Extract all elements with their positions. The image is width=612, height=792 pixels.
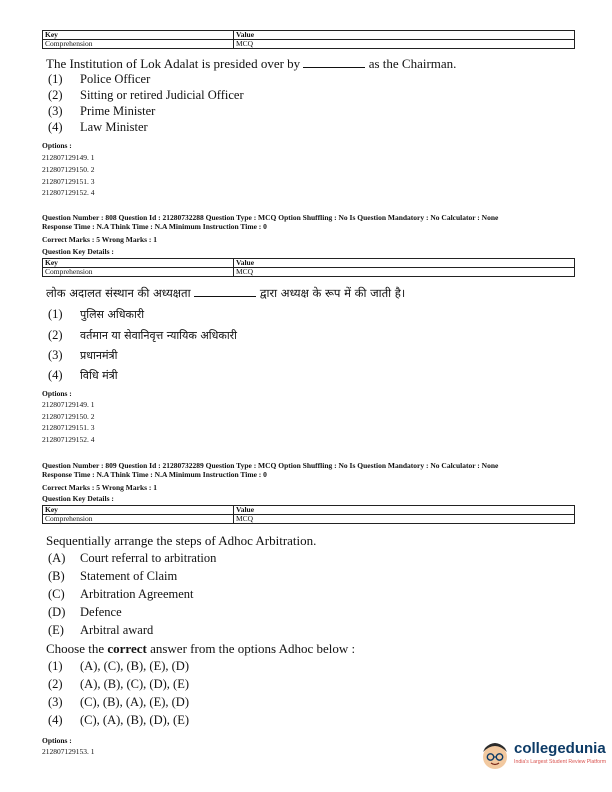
question-meta-timing: Response Time : N.A Think Time : N.A Minimum Instruction Time : 0: [42, 222, 267, 231]
option-807-1: (1) Police Officer: [48, 72, 151, 86]
value-cell: MCQ: [234, 515, 575, 524]
key-details-label: Question Key Details :: [42, 247, 114, 256]
logo-name: collegedunia: [514, 740, 606, 757]
step-a: (A) Court referral to arbitration: [48, 551, 217, 565]
question-meta: Question Number : 809 Question Id : 21280732289 Question Type : MCQ Option Shuffling : No Is Question Mandatory : No Calculator : None: [42, 461, 499, 470]
question-807-text: The Institution of Lok Adalat is presided over by as the Chairman.: [46, 56, 457, 71]
option-808-1: (1) पुलिस अधिकारी: [48, 307, 145, 321]
value-header: Value: [234, 259, 575, 268]
option-id: 212807129150. 2: [42, 165, 95, 174]
key-cell: Comprehension: [43, 40, 234, 49]
options-label: Options :: [42, 141, 72, 150]
logo-tagline: India's Largest Student Review Platform: [514, 759, 607, 765]
choose-instruction: Choose the correct answer from the options Adhoc below :: [46, 641, 356, 656]
value-cell: MCQ: [234, 268, 575, 277]
options-label: Options :: [42, 736, 72, 745]
key-header: Key: [43, 31, 234, 40]
value-cell: MCQ: [234, 40, 575, 49]
option-id: 212807129152. 4: [42, 188, 95, 197]
mascot-icon: [478, 738, 512, 772]
key-value-table-807: [42, 30, 575, 49]
question-809-text: Sequentially arrange the steps of Adhoc Arbitration.: [46, 533, 317, 548]
option-id: 212807129150. 2: [42, 412, 95, 421]
key-header: Key: [43, 259, 234, 268]
option-809-3: (3) (C), (B), (A), (E), (D): [48, 695, 189, 709]
option-807-3: (3) Prime Minister: [48, 104, 156, 118]
step-d: (D) Defence: [48, 605, 122, 619]
option-808-3: (3) प्रधानमंत्री: [48, 348, 118, 362]
option-809-2: (2) (A), (B), (C), (D), (E): [48, 677, 189, 691]
option-807-2: (2) Sitting or retired Judicial Officer: [48, 88, 244, 102]
answer-blank: [194, 286, 256, 297]
step-e: (E) Arbitral award: [48, 623, 154, 637]
key-details-label: Question Key Details :: [42, 494, 114, 503]
option-808-2: (2) वर्तमान या सेवानिवृत्त न्यायिक अधिकारी: [48, 328, 238, 342]
option-809-1: (1) (A), (C), (B), (E), (D): [48, 659, 189, 673]
question-meta-timing: Response Time : N.A Think Time : N.A Minimum Instruction Time : 0: [42, 470, 267, 479]
option-id: 212807129149. 1: [42, 153, 95, 162]
option-id: 212807129152. 4: [42, 435, 95, 444]
options-label: Options :: [42, 389, 72, 398]
key-value-table-808: [42, 258, 575, 277]
step-c: (C) Arbitration Agreement: [48, 587, 194, 601]
question-808-text: लोक अदालत संस्थान की अध्यक्षता द्वारा अध्यक्ष के रूप में की जाती है।: [46, 286, 406, 300]
question-meta: Question Number : 808 Question Id : 21280732288 Question Type : MCQ Option Shuffling : No Is Question Mandatory : No Calculator : None: [42, 213, 499, 222]
option-808-4: (4) विधि मंत्री: [48, 368, 118, 382]
answer-blank: [303, 57, 365, 68]
value-header: Value: [234, 506, 575, 515]
key-header: Key: [43, 506, 234, 515]
key-value-table-809: [42, 505, 575, 524]
value-header: Value: [234, 31, 575, 40]
option-id: 212807129149. 1: [42, 400, 95, 409]
collegedunia-logo: [478, 738, 607, 772]
key-cell: Comprehension: [43, 268, 234, 277]
option-id: 212807129151. 3: [42, 177, 95, 186]
marks: Correct Marks : 5 Wrong Marks : 1: [42, 235, 158, 244]
option-id: 212807129153. 1: [42, 747, 95, 756]
option-809-4: (4) (C), (A), (B), (D), (E): [48, 713, 189, 727]
marks: Correct Marks : 5 Wrong Marks : 1: [42, 483, 158, 492]
key-cell: Comprehension: [43, 515, 234, 524]
option-id: 212807129151. 3: [42, 423, 95, 432]
step-b: (B) Statement of Claim: [48, 569, 178, 583]
option-807-4: (4) Law Minister: [48, 120, 148, 134]
